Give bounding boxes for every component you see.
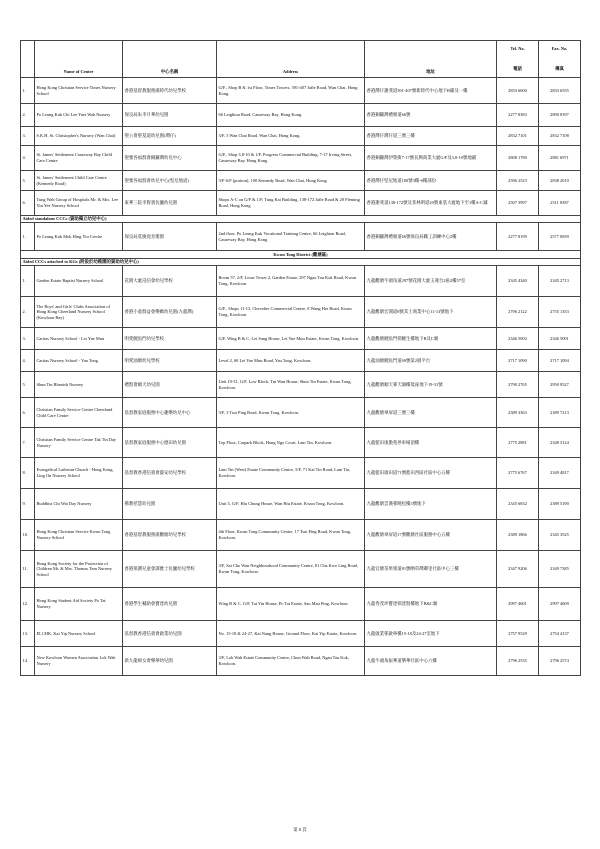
centre-name-zh: 明愛鯉魚門幼兒學校 xyxy=(123,328,217,350)
row-number: 5. xyxy=(21,171,35,191)
fax-number: 2346 5001 xyxy=(539,328,581,350)
centre-name-zh: 東華三院李賢義伉儷幼兒園 xyxy=(123,191,217,216)
centre-name-en: The Boys' and Girls' Clubs Association of Hong Kong Cheerland Nursery School (Kowloon Bay) xyxy=(35,297,123,328)
fax-number: 2881 6971 xyxy=(539,146,581,171)
address-zh: 九龍觀塘順天邨天韻樓低座地下19-31號 xyxy=(365,372,497,398)
tel-number: 2790 2765 xyxy=(497,372,539,398)
centre-table-body xyxy=(21,78,581,676)
address-zh: 九龍觀塘牛頭角道297號花園大廈玉蓮台2座2樓57室 xyxy=(365,266,497,297)
centre-list-sheet xyxy=(20,40,580,676)
centre-name-zh: 保良局莫慶堯育嬰園 xyxy=(123,223,217,251)
centre-row xyxy=(21,458,581,489)
address-en: Shops A-C on G/F & 1/F, Tung Kai Building, 138-172 Jaffe Road & 20 Fleming Road, Hong Kong xyxy=(217,191,365,216)
centre-name-zh: 基督教香港信義會靈安幼兒學校 xyxy=(123,458,217,489)
tel-number: 2346 5002 xyxy=(497,328,539,350)
centre-row xyxy=(21,266,581,297)
row-number: 10. xyxy=(21,520,35,551)
centre-name-zh: 基督教香港信義會啟業幼兒園 xyxy=(123,621,217,647)
centre-name-zh: 香港基督教服務處時代幼兒學校 xyxy=(123,78,217,104)
fax-number: 2345 3525 xyxy=(539,520,581,551)
fax-number: 2838 2010 xyxy=(539,171,581,191)
address-en: G/F, Wing B & C, Lei Sang House, Lei Yue Mun Estate, Kwun Tong, Kowloon. xyxy=(217,328,365,350)
row-number: 1. xyxy=(21,78,35,104)
tel-number: 2345 4340 xyxy=(497,266,539,297)
row-number: 5. xyxy=(21,372,35,398)
tel-number: 2775 6767 xyxy=(497,458,539,489)
header-tel xyxy=(497,41,539,78)
tel-number: 2347 9206 xyxy=(497,551,539,588)
address-en: 3/F, 3 Wan Chai Road, Wan Chai, Hong Kong. xyxy=(217,127,365,146)
address-en: G/F., Shop 3,8-10 & 1/F, Progress Commercial Building, 7-17 Irving Street, Causeway Bay, Hong Kong xyxy=(217,146,365,171)
section-title-row xyxy=(21,216,581,223)
centre-row xyxy=(21,647,581,676)
section-title: Aided standalone CCCs (資助獨立幼兒中心) xyxy=(21,216,581,223)
centre-name-en: Christian Family Service Centre Tak Tin Day Nursery xyxy=(35,428,123,458)
header-fax-zh: 傳真 xyxy=(555,66,564,71)
address-en: 2nd floor, Po Leung Kuk Vocational Training Centre, 66 Leighton Road, Causeway Bay, Hong Kong xyxy=(217,223,365,251)
centre-row xyxy=(21,588,581,621)
address-en: 66 Leighton Road, Causeway Bay, Hong Kong. xyxy=(217,104,365,127)
tel-number: 2796 2535 xyxy=(497,647,539,676)
centre-row xyxy=(21,223,581,251)
address-zh: 香港銅鑼灣禮頓道66號 xyxy=(365,104,497,127)
tel-number: 2832 7101 xyxy=(497,127,539,146)
fax-number: 2796 2574 xyxy=(539,647,581,676)
header-fax xyxy=(539,41,581,78)
centre-name-en: Caritas Nursery School - Yau Tong xyxy=(35,350,123,372)
row-number: 3. xyxy=(21,127,35,146)
fax-number: 2389 5190 xyxy=(539,489,581,520)
centre-name-en: Hong Kong Christian Service Times Nursery School xyxy=(35,78,123,104)
centre-name-en: St. James' Settlement Child Care Centre (Kennedy Road) xyxy=(35,171,123,191)
fax-number: 2832 7108 xyxy=(539,127,581,146)
centre-row xyxy=(21,372,581,398)
centre-name-zh: 聖雅各福群會銅鑼灣幼兒中心 xyxy=(123,146,217,171)
header-address-en: Address xyxy=(217,41,365,78)
section-title: Aided CCCs attached to KGs (附設於幼稚園的資助幼兒中心) xyxy=(21,259,581,266)
centre-name-en: Po Leung Kuk Chi Lee Yuet Wah Nursery xyxy=(35,104,123,127)
address-en: Unit 3, G/F, Hiu Chung House, Wan Hiu Estate, Kwun Tong, Kowloon. xyxy=(217,489,365,520)
address-zh: 九龍牛頭角振華道樂華社區中心六樓 xyxy=(365,647,497,676)
header-name-zh: 中心名稱 xyxy=(123,41,217,78)
fax-number: 2349 4817 xyxy=(539,458,581,489)
address-zh: 九龍觀塘鯉魚門邨鯉生樓地下B及C翼 xyxy=(365,328,497,350)
row-number: 8. xyxy=(21,458,35,489)
fax-number: 2348 3124 xyxy=(539,428,581,458)
centre-row xyxy=(21,297,581,328)
row-number: 6. xyxy=(21,191,35,216)
address-zh: 香港灣仔灣仔道三號三樓 xyxy=(365,127,497,146)
header-fax-en: Fax. No. xyxy=(551,46,568,52)
header-tel-en: Tel. No. xyxy=(510,46,525,52)
centre-name-zh: 基督教家庭服務中心趣樂幼兒中心 xyxy=(123,398,217,428)
centre-name-en: Tung Wah Group of Hospitals Mr. & Mrs. Lee Yin Yee Nursery School xyxy=(35,191,123,216)
address-zh: 香港銅鑼灣伊榮街7-17號長興商業大廈G/F及3,8-10號地鋪 xyxy=(365,146,497,171)
centre-name-en: S.K.H. St. Christopher's Nursery (Wan Chai) xyxy=(35,127,123,146)
centre-row xyxy=(21,127,581,146)
centre-name-zh: 聖雅各福群會幼兒中心(堅尼地道) xyxy=(123,171,217,191)
fax-number: 2950 9527 xyxy=(539,372,581,398)
address-en: No. 15-18 & 24-27, Kai Nang House, Ground Floor, Kai Yip Estate, Kowloon. xyxy=(217,621,365,647)
centre-name-en: St. James' Settlement Causeway Bay Child Care Centre xyxy=(35,146,123,171)
tel-number: 2757 9529 xyxy=(497,621,539,647)
address-zh: 香港灣仔謝斐道391-407號新時代中心地下B鋪及一樓 xyxy=(365,78,497,104)
row-number: 11. xyxy=(21,551,35,588)
centre-name-en: ELCHK, Kai Yip Nursery School xyxy=(35,621,123,647)
centre-row xyxy=(21,350,581,372)
centre-row xyxy=(21,489,581,520)
header-name-en: Name of Centre xyxy=(35,41,123,78)
fax-number: 2345 2713 xyxy=(539,266,581,297)
address-en: 3/F, Sai Cho Wan Neighbourhood Community Centre, 81 Cha Kwo Ling Road, Kwun Tong, Kowloon. xyxy=(217,551,365,588)
centre-name-en: Garden Estate Baptist Nursery School xyxy=(35,266,123,297)
centre-table xyxy=(20,40,581,676)
address-en: Top Floor, Carpark Block, Hong Ngo Court, Lam Tin, Kowloon. xyxy=(217,428,365,458)
centre-name-zh: 香港保護兒童會譚雅士伉儷幼兒學校 xyxy=(123,551,217,588)
tel-number: 2277 8383 xyxy=(497,104,539,127)
centre-name-en: Hong Kong Society for the Protection of Children Mr. & Mrs. Thomas Tam Nursery School xyxy=(35,551,123,588)
fax-number: 2890 8397 xyxy=(539,104,581,127)
address-zh: 九龍觀塘雲漢邨曉松樓3號地下 xyxy=(365,489,497,520)
row-number: 14. xyxy=(21,647,35,676)
address-en: Lam Tin (West) Estate Community Centre, 5/F, 71 Kai Tin Road, Lam Tin, Kowloon. xyxy=(217,458,365,489)
row-number: 7. xyxy=(21,428,35,458)
centre-name-zh: 新九龍婦女會樂華幼兒園 xyxy=(123,647,217,676)
fax-number: 2511 8387 xyxy=(539,191,581,216)
district-title: Kwun Tong District (觀塘區) xyxy=(21,251,581,259)
address-zh: 香港謝斐道138-172號及菲林明道20號東基大廈地下至1樓A-C鋪 xyxy=(365,191,497,216)
tel-number: 2389 1866 xyxy=(497,520,539,551)
centre-name-en: Po Leung Kuk Mok Hing Yiu Creche xyxy=(35,223,123,251)
centre-name-zh: 花園大廈浸信會幼兒學校 xyxy=(123,266,217,297)
centre-row xyxy=(21,328,581,350)
centre-name-en: New Kowloon Women Association Lok Wah Nursery xyxy=(35,647,123,676)
centre-name-en: Buddhist Chi Wai Day Nursery xyxy=(35,489,123,520)
address-zh: 九龍藍田啟田道71號藍田西區社區中心五樓 xyxy=(365,458,497,489)
centre-row xyxy=(21,551,581,588)
address-en: 3/F-6/F (portion), 100 Kennedy Road, Wan Chai, Hong Kong xyxy=(217,171,365,191)
header-no xyxy=(21,41,35,78)
fax-number: 2717 1094 xyxy=(539,350,581,372)
header-address-zh: 地址 xyxy=(365,41,497,78)
row-number: 2. xyxy=(21,297,35,328)
centre-name-zh: 基督教家庭服務中心德田幼兒園 xyxy=(123,428,217,458)
centre-row xyxy=(21,191,581,216)
fax-number: 2389 7213 xyxy=(539,398,581,428)
row-number: 3. xyxy=(21,328,35,350)
centre-row xyxy=(21,520,581,551)
row-number: 4. xyxy=(21,146,35,171)
address-en: 3/F, 3 Tsui Ping Road, Kwun Tong, Kowloon. xyxy=(217,398,365,428)
address-zh: 九龍啟業邨啟寧樓15-18及24-27室地下 xyxy=(365,621,497,647)
address-en: G/F., Shops 11-13, Chevalier Commercial Centre, 8 Wang Hoi Road, Kwun Tong, Kowloon. xyxy=(217,297,365,328)
address-zh: 香港灣仔堅尼地道100號3樓-6樓部份 xyxy=(365,171,497,191)
address-en: Level 2, 60 Lei Yue Mun Road, Yau Tong, Kowloon. xyxy=(217,350,365,372)
tel-number: 2997 4601 xyxy=(497,588,539,621)
address-zh: 九龍藍田康傲苑停車場頂樓 xyxy=(365,428,497,458)
centre-row xyxy=(21,104,581,127)
address-en: Wing B & C, G/F, Tat Yin House, Po Tat Estate, Sau Mau Ping, Kowloon. xyxy=(217,588,365,621)
row-number: 4. xyxy=(21,350,35,372)
row-number: 2. xyxy=(21,104,35,127)
row-number: 1. xyxy=(21,266,35,297)
row-number: 6. xyxy=(21,398,35,428)
district-title-row xyxy=(21,251,581,259)
centre-name-en: Christian Family Service Centre Cheerland Child Care Centre xyxy=(35,398,123,428)
address-en: 3/F, Lok Wah Estate Community Centre, Chun Wah Road, Ngau Tau Kok, Kowloon. xyxy=(217,647,365,676)
centre-name-zh: 聖公會聖基道幼兒園(灣仔) xyxy=(123,127,217,146)
centre-name-en: Caritas Nursery School - Lei Yue Mun xyxy=(35,328,123,350)
tel-number: 2808 1780 xyxy=(497,146,539,171)
centre-name-zh: 香港基督教服務處觀塘幼兒學校 xyxy=(123,520,217,551)
row-number: 12. xyxy=(21,588,35,621)
centre-row xyxy=(21,171,581,191)
address-zh: 九龍觀塘翠屏道三號三樓 xyxy=(365,398,497,428)
centre-row xyxy=(21,428,581,458)
centre-name-zh: 明愛油塘幼兒學校 xyxy=(123,350,217,372)
address-en: Unit 19-31, G/F, Low Block, Tin Wan House, Shun Tin Estate, Kwun Tong, Kowloon. xyxy=(217,372,365,398)
address-en: 4th Floor, Kwun Tong Community Centre, 17 Tsui Ping Road, Kwun Tong, Kowloon. xyxy=(217,520,365,551)
fax-number: 2349 7385 xyxy=(539,551,581,588)
centre-name-en: Evangelical Lutheran Church - Hong Kong, Ling On Nursery School xyxy=(35,458,123,489)
address-en: G/F., Shop B & 1st Floor, Times Towers, 391-407 Jaffe Road, Wan Chai, Hong Kong. xyxy=(217,78,365,104)
address-zh: 九龍官塘茶果嶺道81號晒草灣鄰里社區中心三樓 xyxy=(365,551,497,588)
fax-number: 2833 6555 xyxy=(539,78,581,104)
tel-number: 2389 3363 xyxy=(497,398,539,428)
centre-name-en: Hong Kong Student Aid Society Po Tat Nursery xyxy=(35,588,123,621)
centre-row xyxy=(21,621,581,647)
tel-number: 2596 2523 xyxy=(497,171,539,191)
header-row xyxy=(21,41,581,78)
tel-number: 2796 2122 xyxy=(497,297,539,328)
centre-name-en: Shun Tin Rhenish Nursery xyxy=(35,372,123,398)
header-tel-zh: 電話 xyxy=(513,66,522,71)
centre-name-en: Hong Kong Christian Service Kwun Tong Nursery School xyxy=(35,520,123,551)
centre-name-zh: 禮賢會順天幼兒園 xyxy=(123,372,217,398)
centre-name-zh: 保良局朱李月華幼兒園 xyxy=(123,104,217,127)
tel-number: 2277 8199 xyxy=(497,223,539,251)
address-zh: 九龍觀塘宏開道8號其士商業中心11-13號地下 xyxy=(365,297,497,328)
centre-row xyxy=(21,398,581,428)
tel-number: 2507 3997 xyxy=(497,191,539,216)
address-zh: 香港銅鑼灣禮頓道66號保良局職工訓練中心2樓 xyxy=(365,223,497,251)
centre-name-zh: 佛教慈慧幼兒園 xyxy=(123,489,217,520)
address-zh: 九龍秀茂坪寶達邨達賢樓地下B&C翼 xyxy=(365,588,497,621)
row-number: 9. xyxy=(21,489,35,520)
fax-number: 2755 1353 xyxy=(539,297,581,328)
fax-number: 2997 4609 xyxy=(539,588,581,621)
address-zh: 九龍觀塘翠屏道17號觀塘社區服務中心五樓 xyxy=(365,520,497,551)
centre-name-zh: 香港學生輔助會寶達幼兒園 xyxy=(123,588,217,621)
row-number: 13. xyxy=(21,621,35,647)
tel-number: 2345 6832 xyxy=(497,489,539,520)
fax-number: 2577 0839 xyxy=(539,223,581,251)
centre-row xyxy=(21,78,581,104)
row-number: 1. xyxy=(21,223,35,251)
tel-number: 2717 1090 xyxy=(497,350,539,372)
tel-number: 2775 2881 xyxy=(497,428,539,458)
centre-name-zh: 香港小童群益會樂緻幼兒園(九龍灣) xyxy=(123,297,217,328)
section-title-row xyxy=(21,259,581,266)
centre-row xyxy=(21,146,581,171)
fax-number: 2754 4137 xyxy=(539,621,581,647)
tel-number: 2833 6600 xyxy=(497,78,539,104)
page-footer: 第 8 頁 xyxy=(293,827,307,832)
address-en: Room 57, 2/F, Lotus Tower 2, Garden Estate, 297 Ngau Tau Kok Road, Kwun Tong, Kowloon. xyxy=(217,266,365,297)
address-zh: 九龍油塘鯉魚門道60號第2層平台 xyxy=(365,350,497,372)
